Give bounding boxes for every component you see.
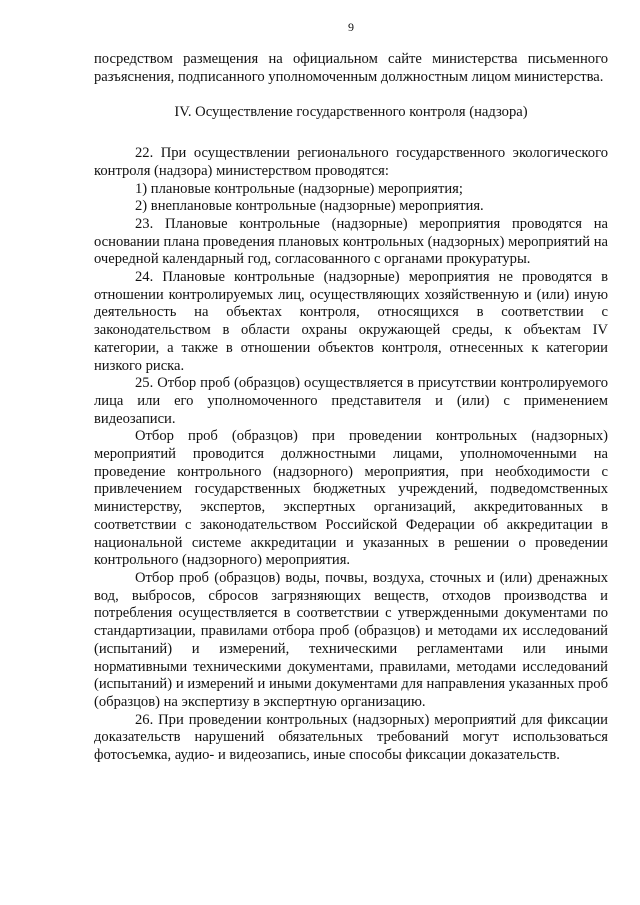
paragraph-26: 26. При проведении контрольных (надзорных) мероприятий для фиксации доказательств нарушений обязательных требований могут использоваться фотосъемка, аудио- и видеозапись, иные способы фиксации доказательств. (94, 711, 608, 764)
paragraph-25: 25. Отбор проб (образцов) осуществляется в присутствии контролируемого лица или его уполномоченного представителя и (или) с применением видеозаписи. (94, 375, 608, 427)
paragraph-sampling-personnel: Отбор проб (образцов) при проведении контрольных (надзорных) мероприятий проводится должностными лицами, уполномоченными на проведение контрольного (надзорного) мероприятия, при необходимости с привлечением государственных бюджетных учреждений, подведомственных министерству, экспертов, экспертных организаций, аккредитованных в соответствии с законодательством Российской Федерации об аккредитации в национальной системе аккредитации и указанных в решении о проведении контрольного (надзорного) мероприятия. (94, 428, 608, 569)
list-item-2: 2) внеплановые контрольные (надзорные) мероприятия. (135, 198, 484, 215)
paragraph-23: 23. Плановые контрольные (надзорные) мероприятия проводятся на основании плана проведения плановых контрольных (надзорных) мероприятий на очередной календарный год, согласованного с органами прокуратуры. (94, 215, 608, 268)
paragraph-22: 22. При осуществлении регионального государственного экологического контроля (надзора) министерством проводятся: (94, 145, 608, 179)
paragraph-continuation: посредством размещения на официальном сайте министерства письменного разъяснения, подписанного уполномоченным должностным лицом министерства. (94, 51, 608, 85)
page-number: 9 (348, 20, 354, 34)
list-item-1: 1) плановые контрольные (надзорные) мероприятия; (135, 180, 463, 197)
paragraph-sampling-methods: Отбор проб (образцов) воды, почвы, воздуха, сточных и (или) дренажных вод, выбросов, сбросов загрязняющих веществ, отходов производства и потребления осуществляется в соответствии с утвержденными документами по стандартизации, правилами отбора проб (образцов) и методами их исследований (испытаний) и измерений, техническими регламентами или иными нормативными техническими документами, правилами, методами исследований (испытаний) и измерений и иными документами для направления указанных проб (образцов) на экспертизу в экспертную организацию. (94, 569, 608, 710)
document-body (94, 51, 608, 765)
document-page (94, 0, 608, 905)
section-heading: IV. Осуществление государственного контроля (надзора) (174, 104, 528, 121)
paragraph-24: 24. Плановые контрольные (надзорные) мероприятия не проводятся в отношении контролируемых лиц, осуществляющих хозяйственную и (или) иную деятельность на объектах контроля, относящихся в соответствии с законодательством в области охраны окружающей среды, к объектам IV категории, а также в отношении объектов контроля, отнесенных к категории низкого риска. (94, 269, 608, 374)
